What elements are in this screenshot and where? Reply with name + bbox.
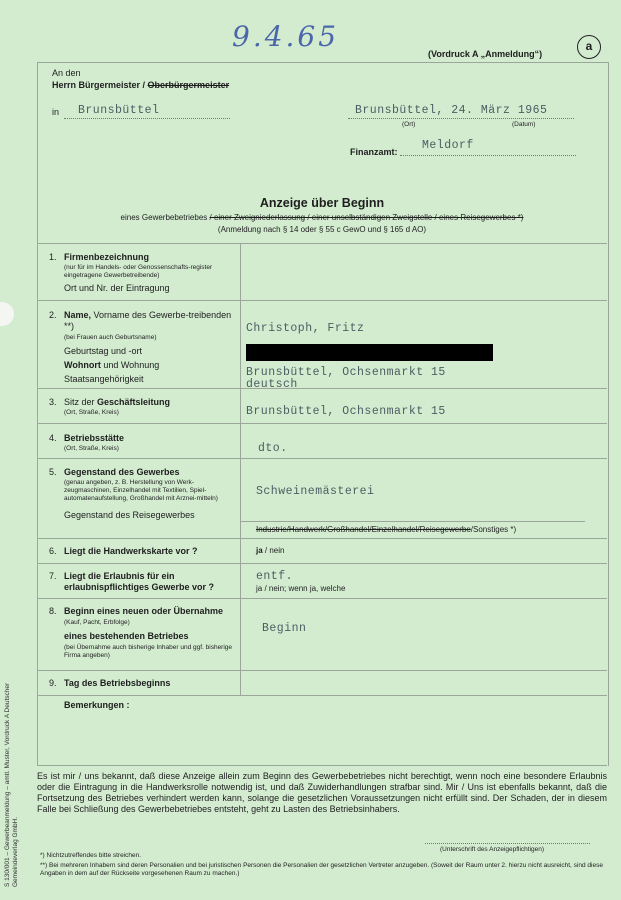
row6-number: 6.: [49, 546, 57, 556]
row6-answer: [256, 546, 284, 556]
footnote-2: **) Bei mehreren Inhabern sind deren Personalien und bei juristischen Personen die Personalien der gesetzlichen Vertreter anzugeben. (Soweit der Raum unter 2. hierzu nicht ausreicht, sind diese Angaben in dem auf der Rückseite vorgesehenen Raum zu machen.): [40, 862, 603, 877]
row5-category-rest: /Sonstiges *): [470, 525, 517, 534]
row5-sub: Gegenstand des Reisegewerbes: [64, 510, 195, 520]
row4-title: Betriebsstätte: [64, 433, 125, 443]
in-value: Brunsbüttel: [78, 104, 160, 117]
in-dots: [64, 118, 230, 119]
form-badge-letter: a: [585, 39, 593, 53]
table-divider: [240, 243, 241, 695]
row-line-8: [37, 670, 607, 671]
row6-answer-ja: ja: [256, 546, 263, 555]
legal-notice: Es ist mir / uns bekannt, daß diese Anzeige allein zum Beginn des Gewerbebetriebes nicht berechtigt, wenn noch eine besondere Erlaubnis oder die Eintragung in die Handwerksrolle notwendig ist, und daß Zuwiderhandlungen strafbar sind. Mir / Uns ist ebenfalls bekannt, daß die Fortsetzung des Betriebes verhindert werden kann, solange die gesetzlichen Voraussetzungen nicht erfüllt sind. Der Schaden, der in diesem Falle bei Schließung des Gewerbebetriebes entsteht, geht zu Lasten des Betriebsinhabers.: [37, 771, 607, 814]
row7-value: entf.: [256, 570, 294, 583]
row-line-7: [37, 598, 607, 599]
row-line-4: [37, 458, 607, 459]
row5-note: (genau angeben, z. B. Herstellung von Werk-zeugmaschinen, Einzelhandel mit Textilien, Spiel-automatenaufstellung, Großhandel mit Arznei-mitteln): [64, 479, 218, 502]
row5-category-line: [240, 521, 585, 522]
finanzamt-label: Finanzamt:: [350, 147, 398, 157]
side-imprint: [4, 637, 20, 887]
remarks-label: Bemerkungen :: [64, 700, 130, 710]
finanzamt-dots: [400, 155, 576, 156]
subtitle-struck-options: / einer Zweigniederlassung / einer unselbständigen Zweigstelle / eines Reisegewerbes *): [209, 213, 524, 222]
redaction-bar: [246, 344, 493, 361]
row8-value: Beginn: [262, 622, 307, 635]
place-date-dots: [348, 118, 574, 119]
row4-number: 4.: [49, 433, 57, 443]
subtitle-business: eines Gewerbebetriebes: [120, 213, 210, 222]
punch-hole: [0, 302, 14, 326]
row5-category-struck: Industrie/Handwerk/Großhandel/Einzelhandel/Reisegewerbe: [256, 525, 471, 534]
row7-number: 7.: [49, 571, 57, 581]
form-id: (Vordruck A „Anmeldung“): [428, 49, 543, 59]
mayor-label: Herrn Bürgermeister /: [52, 80, 148, 90]
form-subtitle: [37, 213, 607, 223]
signature-label: (Unterschrift des Anzeigepflichtigen): [440, 846, 545, 853]
row3-number: 3.: [49, 397, 57, 407]
row2-residence-label: [64, 360, 159, 371]
row2-wohnung: und Wohnung: [100, 360, 160, 370]
row9-number: 9.: [49, 678, 57, 688]
row8-title: Beginn eines neuen oder Übernahme: [64, 606, 224, 616]
row3-title: [64, 397, 170, 408]
in-label: in: [52, 107, 60, 117]
row3-value: Brunsbüttel, Ochsenmarkt 15: [246, 405, 446, 418]
row4-note: (Ort, Straße, Kreis): [64, 445, 119, 452]
row-line-6: [37, 563, 607, 564]
footnote-1: *) Nichtzutreffendes bitte streichen.: [40, 852, 142, 859]
row2-name-value: Christoph, Fritz: [246, 322, 365, 335]
row1-sub: Ort und Nr. der Eintragung: [64, 283, 170, 293]
datum-label: (Datum): [512, 121, 536, 128]
row1-title: Firmenbezeichnung: [64, 252, 150, 262]
row-line-9: [37, 695, 607, 696]
row-line-2: [37, 388, 607, 389]
row8-number: 8.: [49, 606, 57, 616]
address-line1: An den: [52, 68, 81, 78]
row5-category: [256, 525, 516, 535]
row6-title: Liegt die Handwerkskarte vor ?: [64, 546, 198, 556]
handwritten-date: 9.4.65: [232, 20, 340, 53]
form-heading: Anzeige über Beginn: [259, 196, 385, 210]
row-line-5: [37, 538, 607, 539]
row4-value: dto.: [258, 442, 288, 455]
table-bottom-line: [37, 765, 607, 766]
row3-note: (Ort, Straße, Kreis): [64, 409, 119, 416]
address-line2: [52, 80, 229, 91]
row3-title-main: Geschäftsleitung: [97, 397, 171, 407]
row6-answer-nein: / nein: [262, 546, 285, 555]
ort-label: (Ort): [402, 121, 416, 128]
row-line-1: [37, 300, 607, 301]
row-line-3: [37, 423, 607, 424]
row2-name-label: Name,: [64, 310, 92, 320]
table-top-line: [37, 243, 607, 244]
row2-wohnort: Wohnort: [64, 360, 101, 370]
row2-birth-label: Geburtstag und -ort: [64, 346, 143, 356]
signature-line: [425, 843, 590, 844]
row5-number: 5.: [49, 467, 57, 477]
row2-title: [64, 310, 236, 332]
row1-note: (nur für im Handels- oder Genossenschafts-register eingetragene Gewerbetreibende): [64, 264, 213, 279]
form-badge: [577, 35, 601, 59]
side-imprint-text: S 130/001 – Gewerbeanmeldung – amtl. Muster, Vordruck A Deutscher Gemeindeverlag GmbH.: [4, 682, 19, 887]
place-date-value: Brunsbüttel, 24. März 1965: [355, 104, 548, 117]
row2-note: (bei Frauen auch Geburtsname): [64, 334, 157, 341]
row2-number: 2.: [49, 310, 57, 320]
row8-note: (Kauf, Pacht, Erbfolge): [64, 619, 130, 626]
lord-mayor-struck: Oberbürgermeister: [147, 80, 230, 90]
finanzamt-value: Meldorf: [422, 139, 474, 152]
row2-nationality-value: deutsch: [246, 378, 298, 391]
form-legal-basis: (Anmeldung nach § 14 oder § 55 c GewO und § 165 d AO): [217, 225, 427, 234]
row3-title-prefix: Sitz der: [64, 397, 98, 407]
row2-name-rest: Vorname des Gewerbe-treibenden **): [64, 310, 232, 331]
row5-title: Gegenstand des Gewerbes: [64, 467, 180, 477]
row8-note2: (bei Übernahme auch bisherige Inhaber und ggf. bisherige Firma angeben): [64, 644, 233, 659]
row2-residence-value: Brunsbüttel, Ochsenmarkt 15: [246, 366, 446, 379]
row7-title: Liegt die Erlaubnis für ein erlaubnispflichtiges Gewerbe vor ?: [64, 571, 215, 592]
row5-value: Schweinemästerei: [256, 485, 375, 498]
row7-answer-line: ja / nein; wenn ja, welche: [256, 584, 346, 593]
row8-title2: eines bestehenden Betriebes: [64, 631, 189, 641]
row9-title: Tag des Betriebsbeginns: [64, 678, 171, 688]
row1-number: 1.: [49, 252, 57, 262]
row2-nationality-label: Staatsangehörigkeit: [64, 374, 144, 384]
